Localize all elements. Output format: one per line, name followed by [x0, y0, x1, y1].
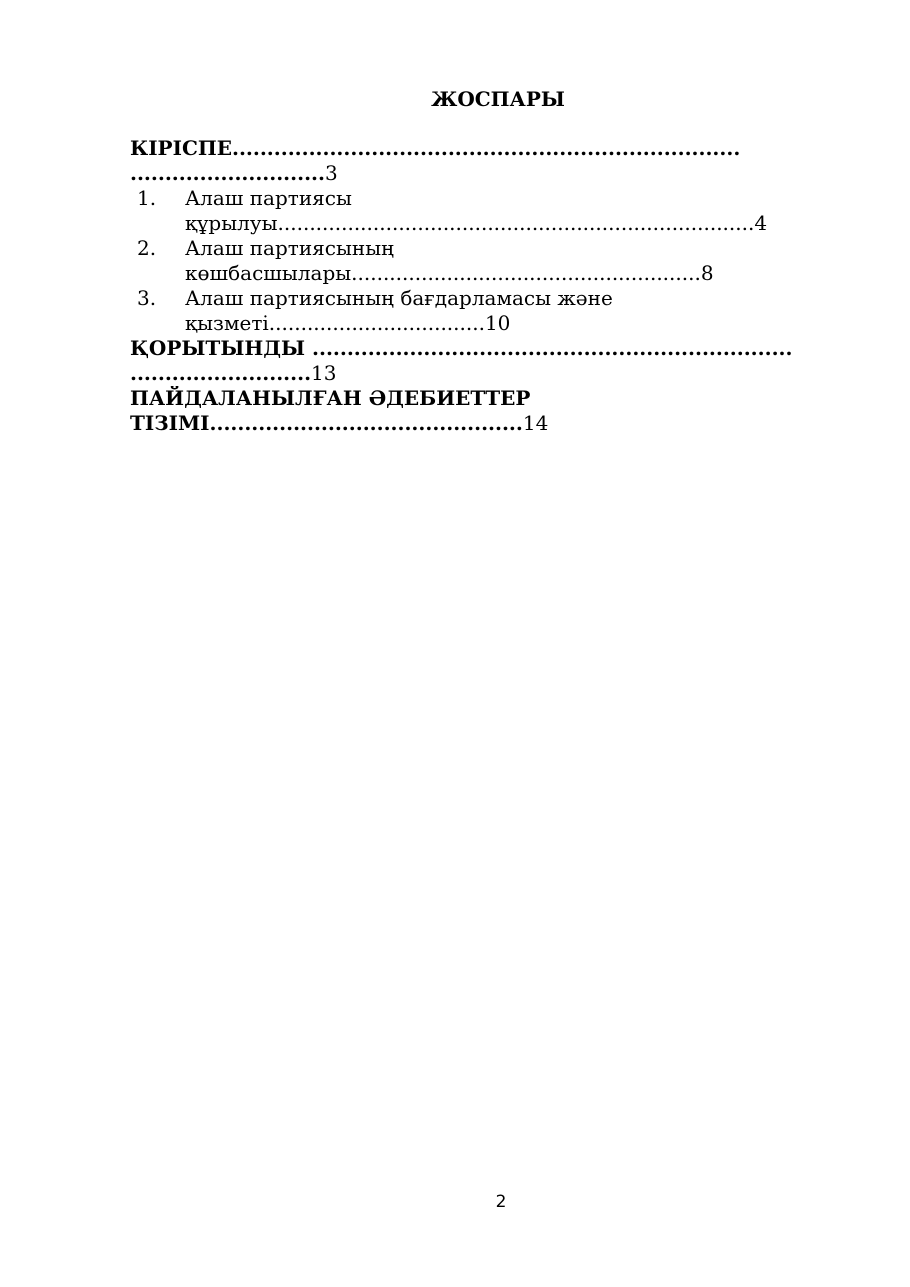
toc-entry-1 — [130, 186, 870, 236]
toc-entry-leader: қызметі..................................10 — [185, 311, 511, 335]
toc-intro-dots: ............................ — [130, 161, 325, 185]
toc-entry-title: Алаш партиясының бағдарламасы және — [185, 286, 613, 310]
toc-entry-leader: құрылуы...........................................................................4 — [185, 211, 768, 235]
document-title: ЖОСПАРЫ — [431, 87, 565, 111]
toc-entry-conclusion — [130, 336, 870, 386]
toc-entry-intro — [130, 136, 870, 186]
toc-conclusion-heading: ҚОРЫТЫНДЫ ..................................................................... — [130, 336, 793, 360]
toc-entry-number: 3. — [137, 286, 157, 310]
toc-entry-references — [130, 386, 870, 436]
toc-entry-number: 2. — [137, 236, 157, 260]
toc-intro-leader — [130, 161, 870, 186]
toc-conclusion-leader — [130, 361, 870, 386]
toc-entry-title: Алаш партиясы — [185, 186, 352, 210]
toc-entry-2 — [130, 236, 870, 286]
toc-entry-3 — [130, 286, 870, 336]
toc-entry-number: 1. — [137, 186, 157, 210]
toc-conclusion-page: 13 — [311, 361, 337, 385]
toc-conclusion-dots: .......................... — [130, 361, 312, 385]
toc-intro-page: 3 — [324, 161, 338, 185]
toc-references-page: 14 — [522, 411, 549, 435]
toc-references-heading: ПАЙДАЛАНЫЛҒАН ӘДЕБИЕТТЕР — [130, 386, 531, 410]
toc-entry-leader: көшбасшылары.......................................................8 — [185, 261, 714, 285]
table-of-contents — [130, 136, 870, 436]
toc-intro-heading: КІРІСПЕ......................................................................... — [130, 136, 741, 160]
toc-references-leader — [130, 411, 870, 436]
toc-entry-title: Алаш партиясының — [185, 236, 394, 260]
toc-references-text: ТІЗІМІ............................................. — [130, 411, 523, 435]
page-number: 2 — [495, 1192, 507, 1212]
